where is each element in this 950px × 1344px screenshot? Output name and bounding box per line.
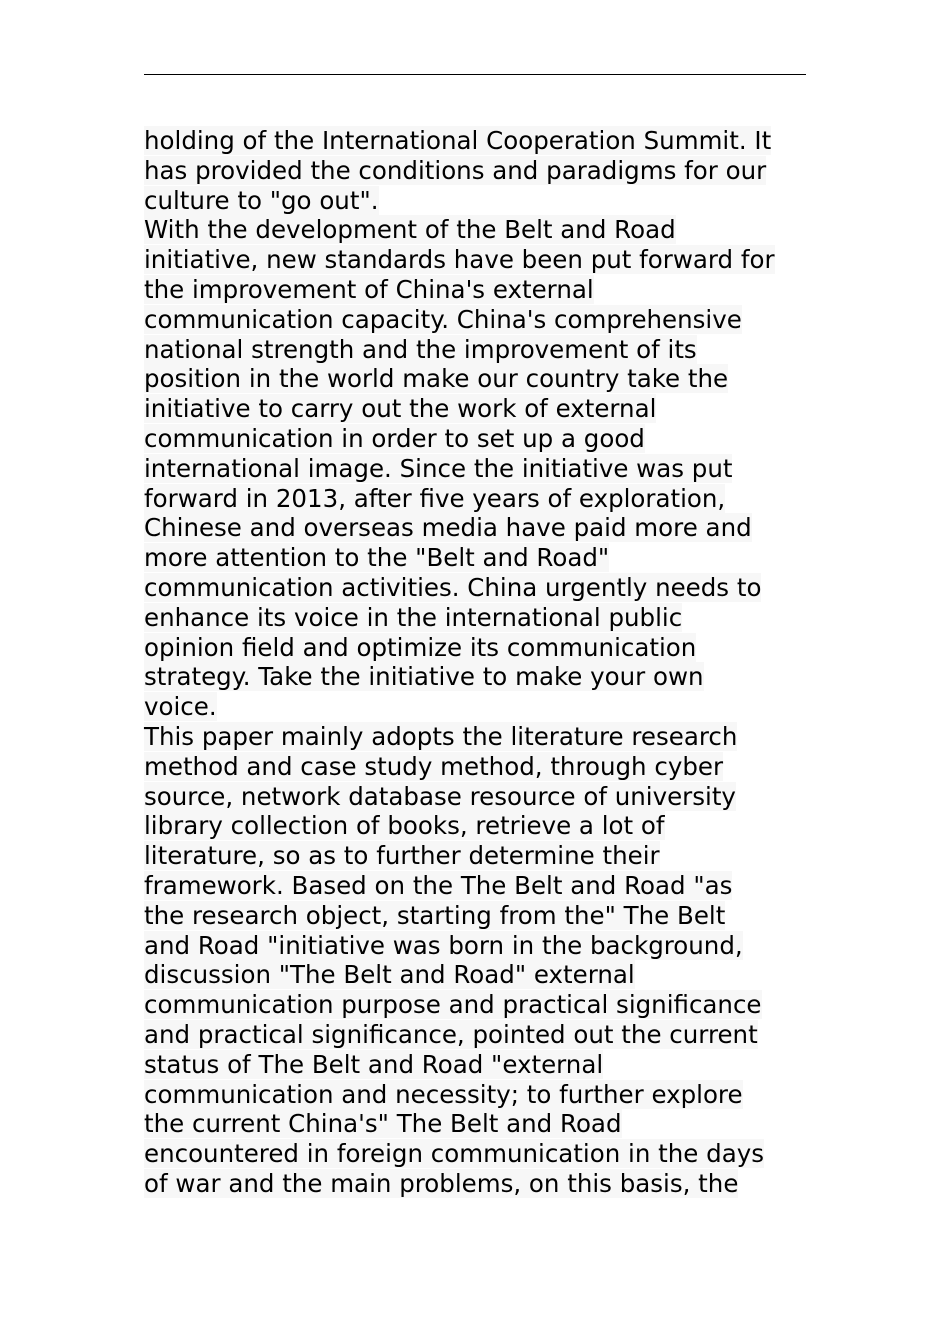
text-line: enhance its voice in the international public xyxy=(144,602,683,632)
text-line: communication in order to set up a good xyxy=(144,423,645,453)
text-line: literature, so as to further determine their xyxy=(144,841,660,871)
body-text xyxy=(144,126,816,1199)
text-line: culture to "go out". xyxy=(144,185,379,215)
text-line: communication and necessity; to further explore xyxy=(144,1079,743,1109)
text-line: opinion field and optimize its communication xyxy=(144,632,697,662)
text-line: forward in 2013, after five years of exploration, xyxy=(144,483,726,513)
text-line: communication activities. China urgently needs to xyxy=(144,572,762,602)
text-line: voice. xyxy=(144,692,217,722)
text-line: position in the world make our country take the xyxy=(144,364,729,394)
text-line: has provided the conditions and paradigms for our xyxy=(144,155,767,185)
header-rule xyxy=(144,74,806,75)
text-line: international image. Since the initiative was put xyxy=(144,453,733,483)
text-line: holding of the International Cooperation Summit. It xyxy=(144,126,772,155)
text-line: With the development of the Belt and Road xyxy=(144,215,676,245)
text-line: of war and the main problems, on this basis, the xyxy=(144,1168,739,1198)
text-line: and practical significance, pointed out the current xyxy=(144,1019,758,1049)
text-line: and Road "initiative was born in the background, xyxy=(144,930,743,960)
text-line: This paper mainly adopts the literature research xyxy=(144,721,738,751)
text-line: the current China's" The Belt and Road xyxy=(144,1109,622,1139)
text-line: initiative, new standards have been put forward for xyxy=(144,245,775,275)
text-line: the research object, starting from the" The Belt xyxy=(144,900,726,930)
text-line: communication capacity. China's comprehensive xyxy=(144,304,742,334)
text-line: status of The Belt and Road "external xyxy=(144,1049,604,1079)
text-line: Chinese and overseas media have paid more and xyxy=(144,513,752,543)
text-line: method and case study method, through cyber xyxy=(144,751,724,781)
text-line: discussion "The Belt and Road" external xyxy=(144,960,635,990)
text-line: source, network database resource of university xyxy=(144,781,736,811)
text-line: encountered in foreign communication in the days xyxy=(144,1139,764,1169)
text-line: library collection of books, retrieve a lot of xyxy=(144,811,665,841)
text-line: the improvement of China's external xyxy=(144,274,594,304)
text-line: more attention to the "Belt and Road" xyxy=(144,543,610,573)
text-line: communication purpose and practical significance xyxy=(144,990,762,1020)
text-line: initiative to carry out the work of external xyxy=(144,394,657,424)
text-line: national strength and the improvement of its xyxy=(144,334,697,364)
text-line: framework. Based on the The Belt and Road "as xyxy=(144,870,733,900)
text-line: strategy. Take the initiative to make your own xyxy=(144,662,704,692)
